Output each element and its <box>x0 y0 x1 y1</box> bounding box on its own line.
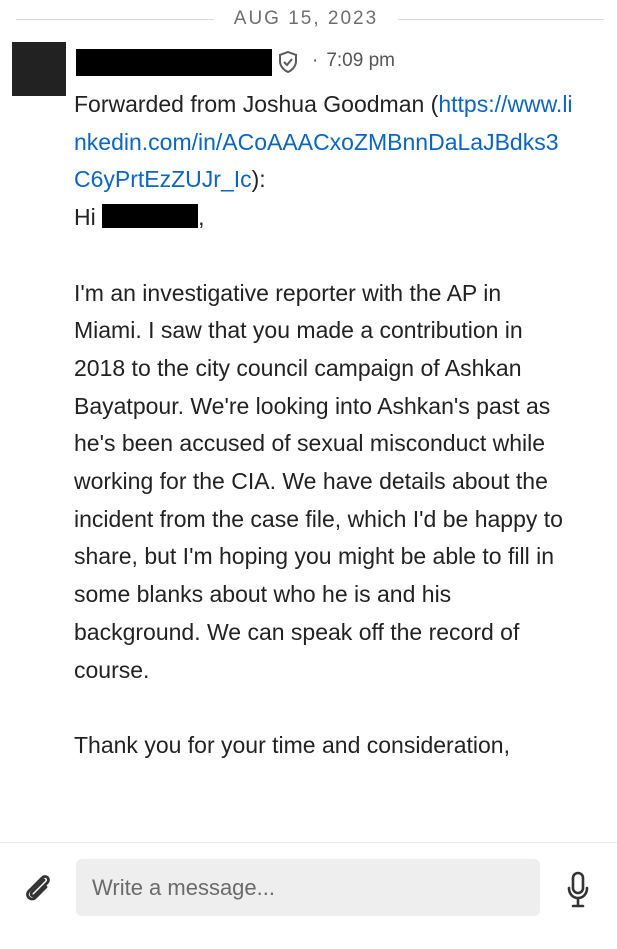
paperclip-icon[interactable] <box>20 871 56 907</box>
divider-line-right <box>398 19 604 20</box>
forwarded-line <box>74 86 574 199</box>
greeting-prefix: Hi <box>74 204 103 231</box>
date-label: AUG 15, 2023 <box>233 8 379 29</box>
message-input[interactable] <box>76 859 540 916</box>
sender-name-redacted[interactable] <box>76 49 272 76</box>
paragraph-spacer <box>74 237 574 275</box>
microphone-icon[interactable] <box>566 871 590 909</box>
greeting-suffix: , <box>198 204 205 231</box>
sender-avatar[interactable] <box>12 42 66 96</box>
message-paragraph: I'm an investigative reporter with the AP in Miami. I saw that you made a contribution in 2018 to the city council campaign of Ashkan Bayatpour. We're looking into Ashkan's past as he's been accused of sexual misconduct while working for the CIA. We have details about the incident from the case file, which I'd be happy to share, but I'm hoping you might be able to fill in some blanks about who he is and his background. We can speak off the record of course. <box>74 279 563 683</box>
paragraph-spacer <box>74 689 574 727</box>
divider-line-left <box>16 19 214 20</box>
message-body <box>74 86 574 765</box>
closing-line: Thank you for your time and consideration, <box>74 731 510 758</box>
date-divider <box>0 0 617 38</box>
forwarded-prefix: Forwarded from Joshua Goodman ( <box>74 91 439 117</box>
greeting-line <box>74 199 574 237</box>
message-time <box>312 50 395 72</box>
shield-check-icon[interactable] <box>276 50 300 74</box>
linkedin-profile-link[interactable]: https://www.linkedin.com/in/ACoAAACxoZMBnnDaLaJBdks3C6yPrtEzZUJr_Ic <box>74 91 573 193</box>
time-value: 7:09 pm <box>326 50 395 71</box>
time-separator: · <box>312 50 319 71</box>
message-composer <box>0 842 617 949</box>
recipient-name-redacted <box>102 204 198 228</box>
forwarded-suffix: ): <box>251 166 266 193</box>
